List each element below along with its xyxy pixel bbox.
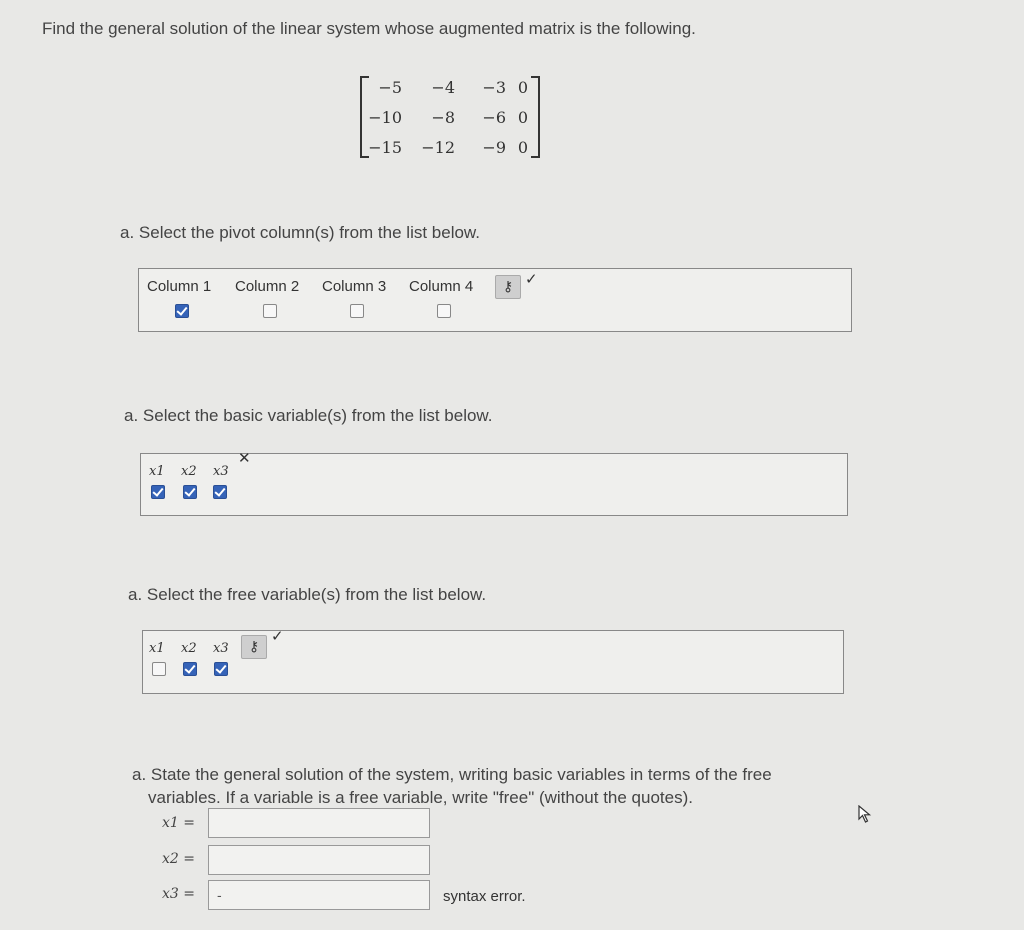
mouse-cursor-icon xyxy=(858,805,872,823)
syntax-error-message: syntax error. xyxy=(443,888,526,905)
matrix-cell: −9 xyxy=(482,138,506,157)
basic-var-label: x2 xyxy=(181,464,197,479)
matrix-cell: −3 xyxy=(482,78,506,97)
x1-input[interactable] xyxy=(208,808,430,838)
pivot-option-label: Column 4 xyxy=(409,278,474,295)
matrix-cell: −6 xyxy=(482,108,506,127)
basic-checkbox-x3[interactable] xyxy=(213,485,227,499)
right-bracket xyxy=(531,76,540,158)
free-prompt: a. Select the free variable(s) from the list below. xyxy=(128,585,487,604)
solution-prompt-line2: variables. If a variable is a free variable, write "free" (without the quotes). xyxy=(148,788,693,807)
matrix-cell: 0 xyxy=(517,78,528,97)
solution-prompt-line1: a. State the general solution of the system, writing basic variables in terms of the free xyxy=(132,765,772,784)
matrix-cell: −8 xyxy=(431,108,455,127)
free-var-label: x2 xyxy=(181,641,197,656)
x2-input[interactable] xyxy=(208,845,430,875)
matrix-cell: 0 xyxy=(517,138,528,157)
key-icon[interactable]: ⚷ xyxy=(495,275,521,299)
x1-label: x1 = xyxy=(162,815,195,831)
pivot-option-label: Column 1 xyxy=(147,278,212,295)
pivot-option-label: Column 2 xyxy=(235,278,300,295)
matrix-cell: −15 xyxy=(368,138,402,157)
free-checkbox-x3[interactable] xyxy=(214,662,228,676)
free-var-label: x1 xyxy=(149,641,165,656)
basic-checkbox-x2[interactable] xyxy=(183,485,197,499)
free-var-label: x3 xyxy=(213,641,229,656)
basic-var-label: x1 xyxy=(149,464,165,479)
basic-checkbox-x1[interactable] xyxy=(151,485,165,499)
matrix-cell: −12 xyxy=(421,138,455,157)
pivot-checkbox-column-3[interactable] xyxy=(350,304,364,318)
x3-label: x3 = xyxy=(162,886,195,902)
matrix-cell: −4 xyxy=(431,78,455,97)
free-checkbox-x1[interactable] xyxy=(152,662,166,676)
pivot-checkbox-column-4[interactable] xyxy=(437,304,451,318)
pivot-checkbox-column-1[interactable] xyxy=(175,304,189,318)
basic-prompt: a. Select the basic variable(s) from the list below. xyxy=(124,406,493,425)
question-text: Find the general solution of the linear system whose augmented matrix is the following. xyxy=(42,19,696,38)
pivot-option-label: Column 3 xyxy=(322,278,387,295)
matrix-cell: −10 xyxy=(368,108,402,127)
correct-check-icon: ✓ xyxy=(525,271,538,288)
augmented-matrix xyxy=(360,72,540,160)
matrix-cell: −5 xyxy=(378,78,402,97)
x3-input[interactable] xyxy=(208,880,430,910)
free-options-box xyxy=(142,630,844,694)
correct-check-icon: ✓ xyxy=(271,628,284,645)
pivot-prompt: a. Select the pivot column(s) from the list below. xyxy=(120,223,480,242)
x2-label: x2 = xyxy=(162,851,195,867)
pivot-checkbox-column-2[interactable] xyxy=(263,304,277,318)
matrix-cell: 0 xyxy=(517,108,528,127)
incorrect-x-icon: ✕ xyxy=(238,450,251,467)
key-icon[interactable]: ⚷ xyxy=(241,635,267,659)
pivot-options-box xyxy=(138,268,852,332)
free-checkbox-x2[interactable] xyxy=(183,662,197,676)
basic-var-label: x3 xyxy=(213,464,229,479)
